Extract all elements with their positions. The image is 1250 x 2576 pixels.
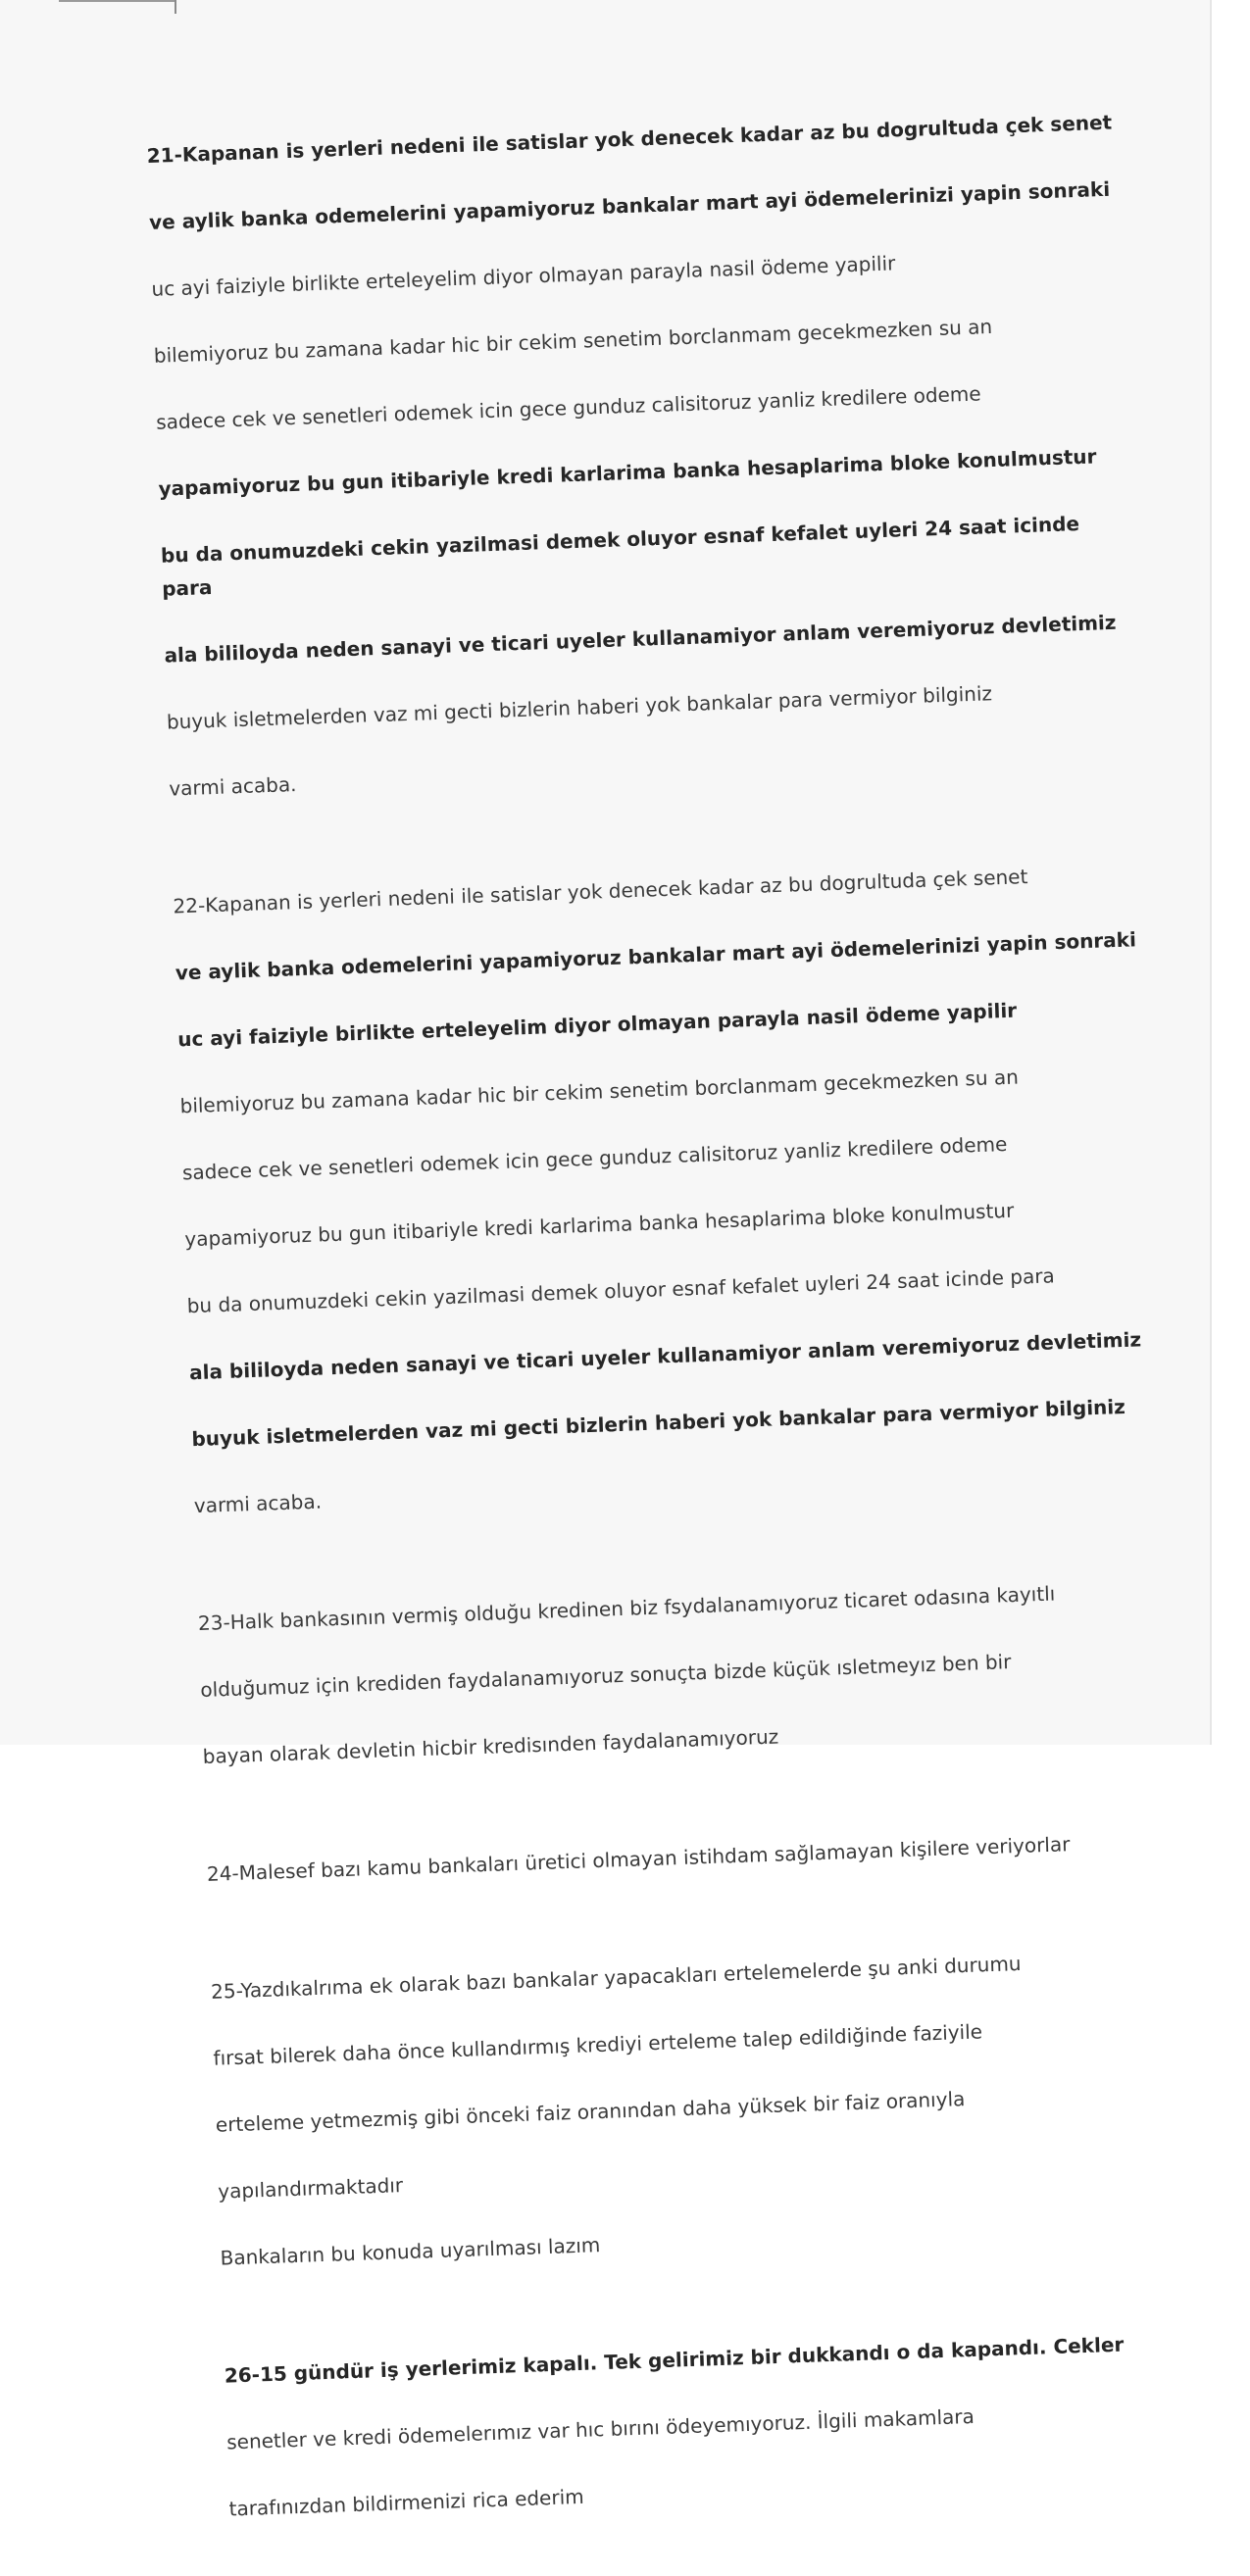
- text-line: Bankaların bu konuda uyarılması lazım: [220, 2233, 601, 2270]
- text-line: ve aylik banka odemelerini yapamiyoruz bankalar mart ayi ödemelerinizi yapin sonraki: [175, 927, 1137, 985]
- text-line: uc ayi faiziyle birlikte erteleyelim diyor olmayan parayla nasil ödeme yapilir: [176, 998, 1018, 1052]
- text-line: bu da onumuzdeki cekin yazilmasi demek oluyor esnaf kefalet uyleri 24 saat icinde para: [160, 512, 1080, 601]
- text-line: 26-15 gündür iş yerlerimiz kapalı. Tek gelirimiz bir dukkandı o da kapandı. Cekler: [224, 2332, 1125, 2388]
- entry-22: [172, 822, 1166, 1556]
- text-line: tarafınızdan bildirmenizi rica ederim: [228, 2484, 585, 2521]
- text-line: olduğumuz için krediden faydalanamıyoruz sonuçta bizde küçük ısletmeyız ben bir: [200, 1650, 1012, 1703]
- page-edge-line: [59, 0, 176, 12]
- text-line: bilemiyoruz bu zamana kadar hic bir cekim senetim borclanmam gecekmezken su an: [153, 314, 993, 368]
- text-line: varmi acaba.: [193, 1489, 323, 1518]
- text-line: erteleme yetmezmiş gibi önceki faiz oranından daha yüksek bir faiz oranıyla: [215, 2087, 966, 2137]
- text-line: senetler ve kredi ödemelerımız var hıc bırını ödeyemıyoruz. İlgili makamlara: [225, 2403, 975, 2454]
- page-edge-mark: [175, 0, 176, 14]
- text-line: yapılandırmaktadır: [217, 2173, 404, 2204]
- text-line: 23-Halk bankasının vermiş olduğu kredinen biz fsydalanamıyoruz ticaret odasına kayıtlı: [197, 1581, 1056, 1636]
- text-line: yapamiyoruz bu gun itibariyle kredi karlarima banka hesaplarima bloke konulmustur: [183, 1198, 1015, 1252]
- text-line: sadece cek ve senetleri odemek icin gece gunduz calisitoruz yanliz kredilere odeme: [155, 381, 982, 434]
- text-line: uc ayi faiziyle birlikte erteleyelim diyor olmayan parayla nasil ödeme yapilir: [151, 251, 896, 301]
- text-line: ala bililoyda neden sanayi ve ticari uyeler kullanamiyor anlam veremiyoruz devletimiz: [188, 1327, 1142, 1385]
- entry-24: [205, 1790, 1178, 1923]
- text-line: yapamiyoruz bu gun itibariyle kredi karlarima banka hesaplarima bloke konulmustur: [158, 444, 1097, 501]
- text-line: bu da onumuzdeki cekin yazilmasi demek oluyor esnaf kefalet uyleri 24 saat icinde para: [186, 1263, 1056, 1318]
- text-line: varmi acaba.: [168, 772, 297, 801]
- text-line: fırsat bilerek daha önce kullandırmış krediyi erteleme talep edildiğinde faziyile: [213, 2019, 983, 2070]
- text-line: ve aylik banka odemelerini yapamiyoruz bankalar mart ayi ödemelerinizi yapin sonraki: [148, 176, 1111, 234]
- entry-21: [145, 72, 1141, 838]
- text-line: buyuk isletmelerden vaz mi gecti bizlerin haberi yok bankalar para vermiyor bilginiz: [191, 1394, 1126, 1452]
- text-line: ala bililoyda neden sanayi ve ticari uyeler kullanamiyor anlam veremiyoruz devletimiz: [164, 610, 1117, 668]
- entry-23: [196, 1540, 1175, 1807]
- text-line: 22-Kapanan is yerleri nedeni ile satislar yok denecek kadar az bu dogrultuda çek senet: [173, 865, 1028, 918]
- text-line: buyuk isletmelerden vaz mi gecti bizlerin haberi yok bankalar para vermiyor bilginiz: [166, 681, 993, 734]
- text-line: sadece cek ve senetleri odemek icin gece gunduz calisitoruz yanliz kredilere odeme: [181, 1131, 1008, 1185]
- entry-26: [223, 2292, 1201, 2558]
- text-line: bayan olarak devletin hicbir kredisınden faydalanamıyoruz: [202, 1724, 779, 1768]
- text-line: 25-Yazdıkalrıma ek olarak bazı bankalar yapacakları ertelemelerde şu anki durumu: [210, 1951, 1022, 2004]
- entry-25: [209, 1907, 1191, 2307]
- text-line: 21-Kapanan is yerleri nedeni ile satislar yok denecek kadar az bu dogrultuda çek senet: [146, 110, 1113, 168]
- text-line: 24-Malesef bazı kamu bankaları üretici olmayan istihdam sağlamayan kişilere veriyorlar: [206, 1832, 1071, 1886]
- text-line: bilemiyoruz bu zamana kadar hic bir cekim senetim borclanmam gecekmezken su an: [179, 1065, 1020, 1118]
- document-body: [145, 72, 1201, 2576]
